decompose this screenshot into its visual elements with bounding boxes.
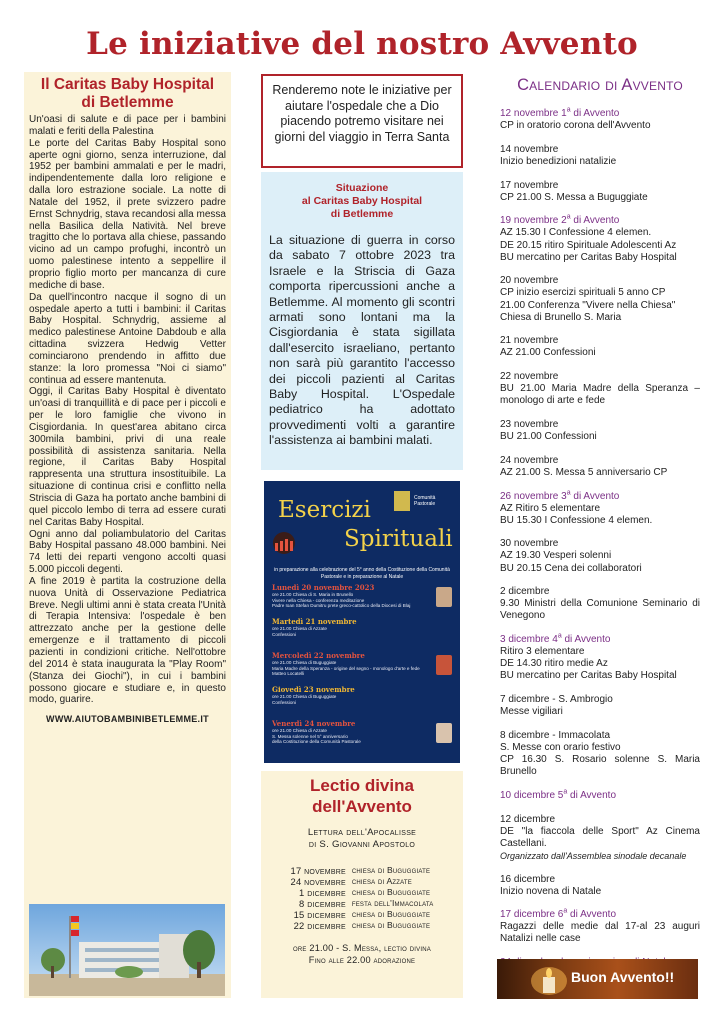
calendar-entry-line: AZ 21.00 Confessioni <box>500 347 596 359</box>
calendar-entry-line: AZ 19.30 Vesperi solenni <box>500 550 612 562</box>
calendar-entry-date: 21 novembre <box>500 335 559 347</box>
calendar-entry <box>500 538 700 574</box>
calendar-entry <box>500 874 700 898</box>
table-row: 24 novembre chiesa di Azzate <box>290 876 412 887</box>
caritas-paragraph: Oggi, il Caritas Baby Hospital è diventato un'oasi di tranquillità e di pace per i piccoli e per le loro famiglie che vivono in Cisgiordania. In quest'area abitano circa 300mila bambini, privi di una reale possibilità di assistenza sanitaria. Nella regione, il Caritas Baby Hospital rappresenta una struttura insostituibile. La situazione di continua crisi e conflitto nella Striscia di Gaza ha portato anche bambini di quel piccolo lembo di terra ad essere curati nel Caritas Baby Hospital. <box>29 386 226 528</box>
website-link[interactable]: WWW.AIUTOBAMBINIBETLEMME.IT <box>46 714 209 725</box>
calendar-entry <box>500 814 700 862</box>
calendar-entry-line: BU 20.15 Cena dei collaboratori <box>500 562 642 574</box>
caritas-paragraph: Un'oasi di salute e di pace per i bambini malati e feriti della Palestina <box>29 114 226 137</box>
calendar-entry-line: CP in oratorio corona dell'Avvento <box>500 120 651 132</box>
calendar-entry-date: 30 novembre <box>500 538 559 550</box>
speaker-photo <box>436 587 452 607</box>
calendar-entry-line: BU mercatino per Caritas Baby Hospital <box>500 251 677 263</box>
calendar-entry-line: 9.30 Ministri della Comunione Seminario di Venegono <box>500 598 700 622</box>
calendar-entry-line: Inizio novena di Natale <box>500 885 602 897</box>
calendar-entry-date: 2 dicembre <box>500 586 550 598</box>
calendar-entry-date: 22 novembre <box>500 371 559 383</box>
calendar-entry-line: BU 21.00 Confessioni <box>500 431 597 443</box>
calendar-entry-date: 17 novembre <box>500 179 559 191</box>
caritas-paragraph: Ogni anno dal poliambulatorio del Caritas Baby Hospital passano 48.000 bambini. Nei 74 letti dei reparti vengono accolti quasi 5.000 piccoli degenti. <box>29 528 226 576</box>
calendar-entry-date: 24 novembre <box>500 454 559 466</box>
table-row: 8 dicembre festa dell'Immacolata <box>299 898 434 909</box>
calendar-entry-line: AZ 15.30 I Confessione 4 elemen. <box>500 227 652 239</box>
calendar-entry-date: 17 dicembre 6$^a$ di Avvento <box>500 907 617 921</box>
calendar-title: Calendario di Avvento <box>517 76 683 94</box>
poster-events <box>272 583 452 753</box>
calendar-entry-line: DE 14.30 ritiro medie Az <box>500 658 608 670</box>
hospital-photo <box>29 904 225 996</box>
lectio-schedule <box>288 865 437 931</box>
situation-body: La situazione di guerra in corso da sabato 7 ottobre 2023 tra Israele e la Striscia di Gaza comporta ripercussioni anche a Betlemme. Al momento gli scontri armati sono lontani ma la Cisgiordania è stata sigillata dall'esercito israeliano, pertanto non sarà più garantito l'accesso dei piccoli pazienti al Caritas Baby Hospital. L'Ospedale pediatrico ha adottato provvedimenti volti a garantire l'assistenza ai bambini malati. <box>269 233 455 448</box>
calendar-entry-line: CP inizio esercizi spirituali 5 anno CP <box>500 287 666 299</box>
calendar-entry-date: 23 novembre <box>500 418 559 430</box>
calendar-entry-line: CP 21.00 S. Messa a Buguggiate <box>500 191 648 203</box>
calendar-entry-date: 3 dicembre 4$^a$ di Avvento <box>500 632 611 646</box>
calendar-entry <box>500 790 700 802</box>
calendar-entry-date: 8 dicembre - Immacolata <box>500 729 611 741</box>
table-row: 17 novembre chiesa di Buguggiate <box>290 865 431 876</box>
calendar-entry-line: 21.00 Conferenza "Vivere nella Chiesa" <box>500 299 676 311</box>
calendar-entry-date: 10 dicembre 5$^a$ di Avvento <box>500 788 617 801</box>
calendar-entry-line: DE "la fiaccola delle Sport" Az Cinema Castellani. <box>500 825 700 849</box>
lectio-title: Lectio divina dell'Avvento <box>310 776 414 816</box>
caritas-paragraph: Le porte del Caritas Baby Hospital sono aperte ogni giorno, senza interruzione, dal 1952 per bambini ammalati e per le madri, indipendentemente dalla loro religione e dalla loro estrazione sociale. La notte di Natale del 1952, il prete svizzero padre Ernst Schnydrig, stava recandosi alla messa nella Basilica della Natività. Nel breve tragitto che lo portava alla chiese, passando vicino ad un campo profughi, incontrò un uomo palestinese intento a seppellire il proprio figlio morto per mancanza di cure mediche di base. <box>29 137 226 291</box>
calendar-entry <box>500 730 700 778</box>
caritas-article <box>24 72 231 998</box>
bishop-photo <box>436 723 452 743</box>
calendar-entry-line: AZ Ritiro 5 elementare <box>500 502 601 514</box>
situation-title: Situazione al Caritas Baby Hospital di Betlemme <box>301 182 423 220</box>
calendar-entry-date: 19 novembre 2$^a$ di Avvento <box>500 214 620 227</box>
calendar-entry-note: Organizzato dall'Assemblea sinodale decanale <box>500 850 687 861</box>
calendar-entry <box>500 586 700 622</box>
poster-event: Martedì 21 novembre ore 21.00 Chiesa di Azzate Confessioni <box>272 617 357 637</box>
poster-logo-text: Comunità Pastorale <box>414 495 436 507</box>
calendar-entry-line: S. Messe con orario festivo <box>500 741 621 753</box>
calendar-entry-date: 20 novembre <box>500 275 559 287</box>
situation-box <box>261 172 463 470</box>
caritas-paragraph: A fine 2019 è partita la costruzione della nuova Unità di Osservazione Pediatrica Breve. Negli ultimi anni è stata creata l'Unità di Terapia Intensiva: l'ospedale è ben attrezzato anche per la gestione delle emergenze e il trattamento di piccoli pazienti in condizioni critiche. Nell'ottobre del 2014 è stata inaugurata la "Play Room" (Stanza dei Giochi"), in cui i bambini possono giocare e studiare e, in questo modo, guarire. <box>29 575 226 706</box>
calendar-entry-line: Chiesa di Brunello S. Maria <box>500 311 622 323</box>
calendar-entry <box>500 275 700 323</box>
poster-title-word2: Spirituali <box>344 526 453 552</box>
calendar-entry-line: Messe vigiliari <box>500 706 563 718</box>
lectio-divina-box <box>261 771 463 998</box>
lectio-subtitle: Lettura dell'Apocalisse di S. Giovanni Apostolo <box>307 827 417 850</box>
calendar-entry <box>500 491 700 527</box>
lectio-footer: ore 21.00 - S. Messa, lectio divina Fino alle 22.00 adorazione <box>293 943 431 965</box>
calendar-entry-date: 7 dicembre - S. Ambrogio <box>500 694 613 706</box>
calendar-entry-line: BU 15.30 I Confessione 4 elemen. <box>500 514 653 526</box>
calendar-entry-date: 14 novembre <box>500 143 559 155</box>
poster-event: Giovedì 23 novembre ore 21.00 Chiesa di Buguggiate Confessioni <box>272 685 355 705</box>
calendar-entry-line: AZ 21.00 S. Messa 5 anniversario CP <box>500 466 668 478</box>
buon-avvento-banner <box>497 959 698 999</box>
calendar-entry <box>500 335 700 359</box>
calendar-entry-line: CP 16.30 S. Rosario solenne S. Maria Brunello <box>500 754 700 778</box>
poster-event: Lunedì 20 novembre 2023 ore 21.00 Chiesa di S. Maria in Brunello Vivere nella Chiesa - conferenza meditazione Padre Ioan Stefan Dumitru prete greco-cattolico della Diocesi di Blaj <box>272 583 452 617</box>
calendar-entry-line: Ragazzi delle medie dal 17-al 23 auguri Natalizi nelle case <box>500 921 700 945</box>
caritas-paragraph: Da quell'incontro nacque il sogno di un ospedale aperto a tutti i bambini: il Caritas Baby Hospital. Schnydrig, assieme al medico palestinese Antoine Dabdoub e alla cittadina svizzera Hedwig Vetter cominciarono prendendo in affitto due stanze: la loro promessa "Noi ci siamo" continua ad essere mantenuta. <box>29 291 226 386</box>
calendar-entry <box>500 144 700 168</box>
calendar-entry <box>500 455 700 479</box>
table-row: 1 dicembre chiesa di Buguggiate <box>299 887 431 898</box>
banner-text: Buon Avvento!! <box>571 969 675 985</box>
calendar-entry <box>500 108 700 132</box>
calendar-entry <box>500 180 700 204</box>
poster-title-word1: Esercizi <box>278 497 371 523</box>
calendar-entry-date: 12 dicembre <box>500 813 556 825</box>
calendar-entry-line: Inizio benedizioni natalizie <box>500 155 617 167</box>
poster-event: Mercoledì 22 novembre ore 21.00 Chiesa di Buguggiate Maria Madre della Speranza - origine del segno - monologo d'arte e fede Matteo Locatelli <box>272 651 452 685</box>
calendar-entry-line: BU 21.00 Maria Madre della Speranza – monologo di arte e fede <box>500 383 700 407</box>
spiritual-exercises-poster <box>264 481 460 763</box>
calendar-entry <box>500 215 700 263</box>
table-row: 22 dicembre chiesa di Buguggiate <box>293 920 431 931</box>
calendar-entry-date: 16 dicembre <box>500 873 556 885</box>
calendar-entry-date: 12 novembre 1$^a$ di Avvento <box>500 106 620 119</box>
calendar-entry <box>500 909 700 945</box>
table-row: 15 dicembre chiesa di Buguggiate <box>293 909 431 920</box>
caritas-title: Il Caritas Baby Hospital di Betlemme <box>40 76 215 111</box>
calendar-entry-date: 26 novembre 3$^a$ di Avvento <box>500 489 620 502</box>
advent-calendar <box>500 108 700 981</box>
poster-subtitle: in preparazione alla celebrazione del 5° anno della Costituzione della Comunità Pastorale e in preparazione al Natale <box>274 567 450 580</box>
icon-image <box>436 655 452 675</box>
calendar-entry-line: DE 20.15 ritiro Spirituale Adolescenti Az <box>500 239 677 251</box>
calendar-entry-line: BU mercatino per Caritas Baby Hospital <box>500 670 677 682</box>
calendar-entry <box>500 694 700 718</box>
calendar-entry <box>500 634 700 682</box>
calendar-entry <box>500 371 700 407</box>
page-title: Le iniziative del nostro Avvento <box>86 26 638 62</box>
calendar-entry-line: Ritiro 3 elementare <box>500 646 585 658</box>
calendar-entry <box>500 419 700 443</box>
caritas-body <box>29 114 226 706</box>
poster-event: Venerdì 24 novembre ore 21.00 Chiesa di Azzate S. Messa solenne nel 5° anniversario della Costituzione della Comunità Pastorale <box>272 719 452 753</box>
trip-note: Renderemo note le iniziative per aiutare l'ospedale che a Dio piacendo potremo visitare nei giorni del viaggio in Terra Santa <box>261 74 463 168</box>
